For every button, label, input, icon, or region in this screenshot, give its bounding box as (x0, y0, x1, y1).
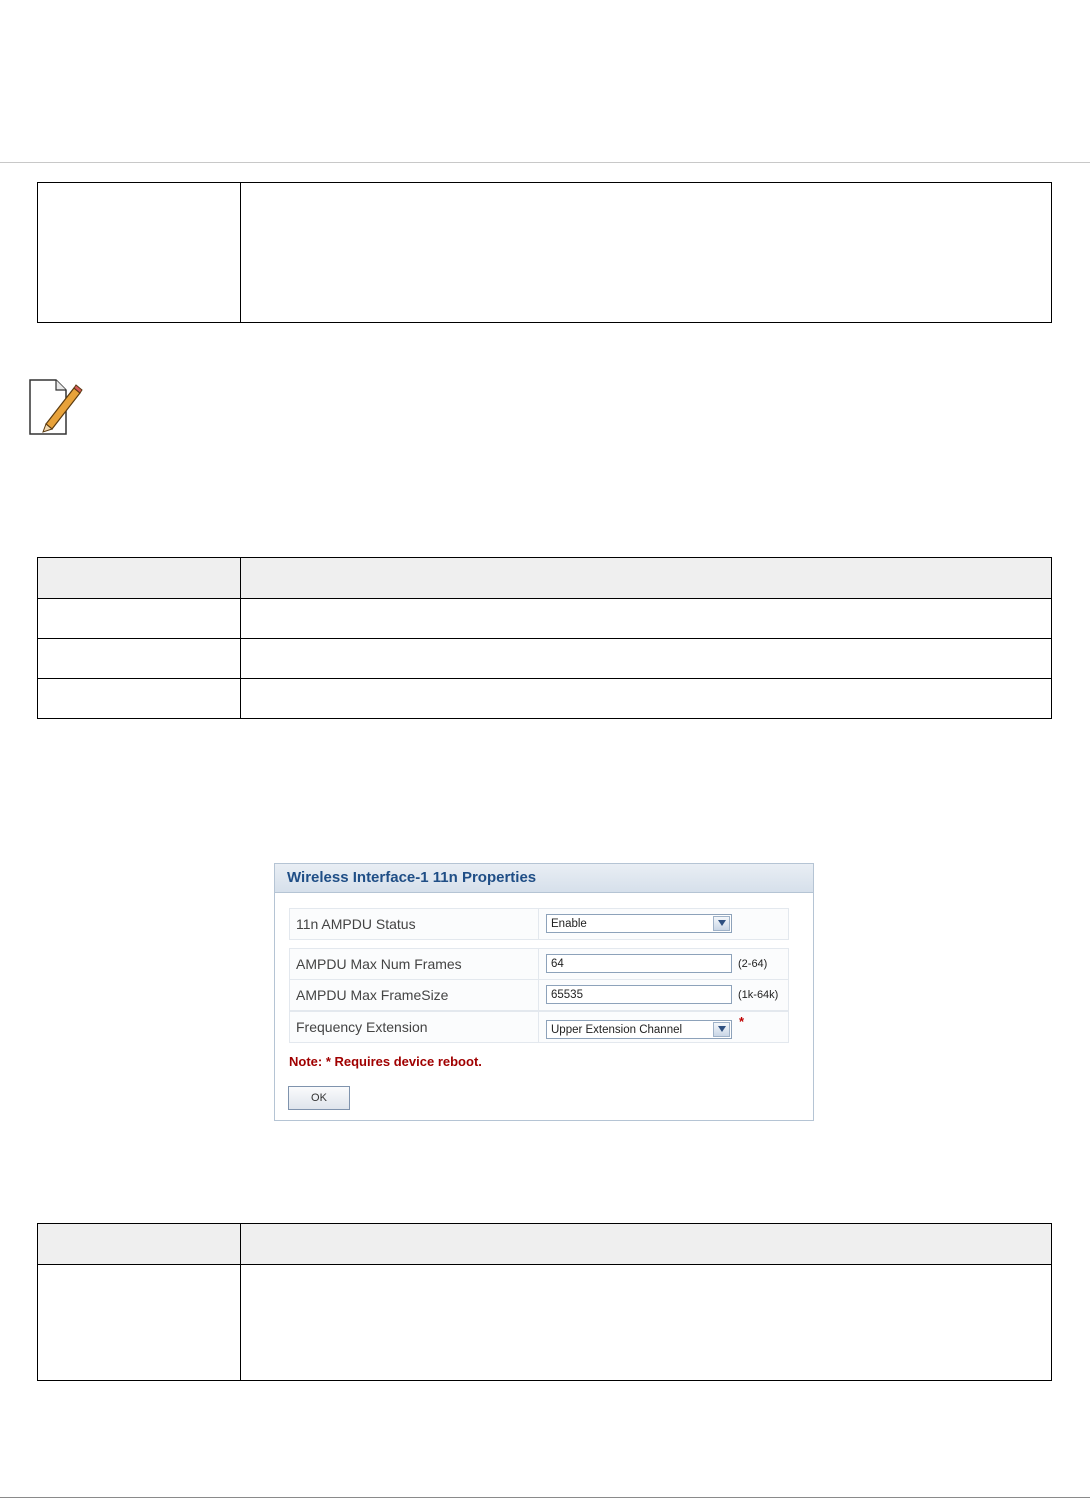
chevron-down-icon[interactable] (713, 1022, 730, 1037)
frequency-extension-select[interactable] (546, 1020, 732, 1039)
ampdu-max-framesize-label: AMPDU Max FrameSize (296, 987, 449, 1003)
row-divider (38, 598, 1051, 599)
ampdu-status-row (289, 908, 789, 940)
row-separator (538, 949, 539, 979)
ampdu-max-frames-label: AMPDU Max Num Frames (296, 956, 462, 972)
row-separator (538, 980, 539, 1010)
parameter-table-bottom (37, 1223, 1052, 1381)
ampdu-max-frames-input[interactable]: 64 (546, 954, 732, 973)
column-divider (240, 1224, 241, 1380)
row-divider (38, 1264, 1051, 1265)
pencil-note-icon (26, 374, 84, 438)
panel-title: Wireless Interface-1 11n Properties (275, 864, 813, 893)
required-marker: * (739, 1014, 745, 1029)
row-divider (38, 638, 1051, 639)
row-divider (38, 678, 1051, 679)
ampdu-status-select[interactable] (546, 914, 732, 933)
frequency-extension-value: Upper Extension Channel (551, 1024, 683, 1036)
ampdu-max-framesize-row (289, 979, 789, 1011)
ampdu-max-framesize-range: (1k-64k) (738, 989, 779, 1001)
frequency-extension-label: Frequency Extension (296, 1019, 428, 1035)
footer-rule (0, 1497, 1090, 1498)
ampdu-max-framesize-input[interactable]: 65535 (546, 985, 732, 1004)
row-separator (538, 1012, 539, 1042)
row-separator (538, 909, 539, 939)
table-header (38, 1224, 1051, 1264)
parameter-table-top (37, 182, 1052, 323)
ampdu-max-frames-range: (2-64) (738, 958, 768, 970)
ampdu-status-value: Enable (551, 918, 587, 930)
parameter-table-mid (37, 557, 1052, 719)
reboot-note: Note: * Requires device reboot. (289, 1054, 482, 1069)
ok-button[interactable]: OK (288, 1086, 350, 1110)
ampdu-status-label: 11n AMPDU Status (296, 916, 416, 932)
ampdu-max-frames-row (289, 948, 789, 980)
header-rule (0, 162, 1090, 163)
chevron-down-icon[interactable] (713, 916, 730, 931)
wireless-11n-properties-panel (274, 863, 814, 1121)
table-header (38, 558, 1051, 598)
frequency-extension-row (289, 1011, 789, 1043)
column-divider (240, 183, 241, 322)
